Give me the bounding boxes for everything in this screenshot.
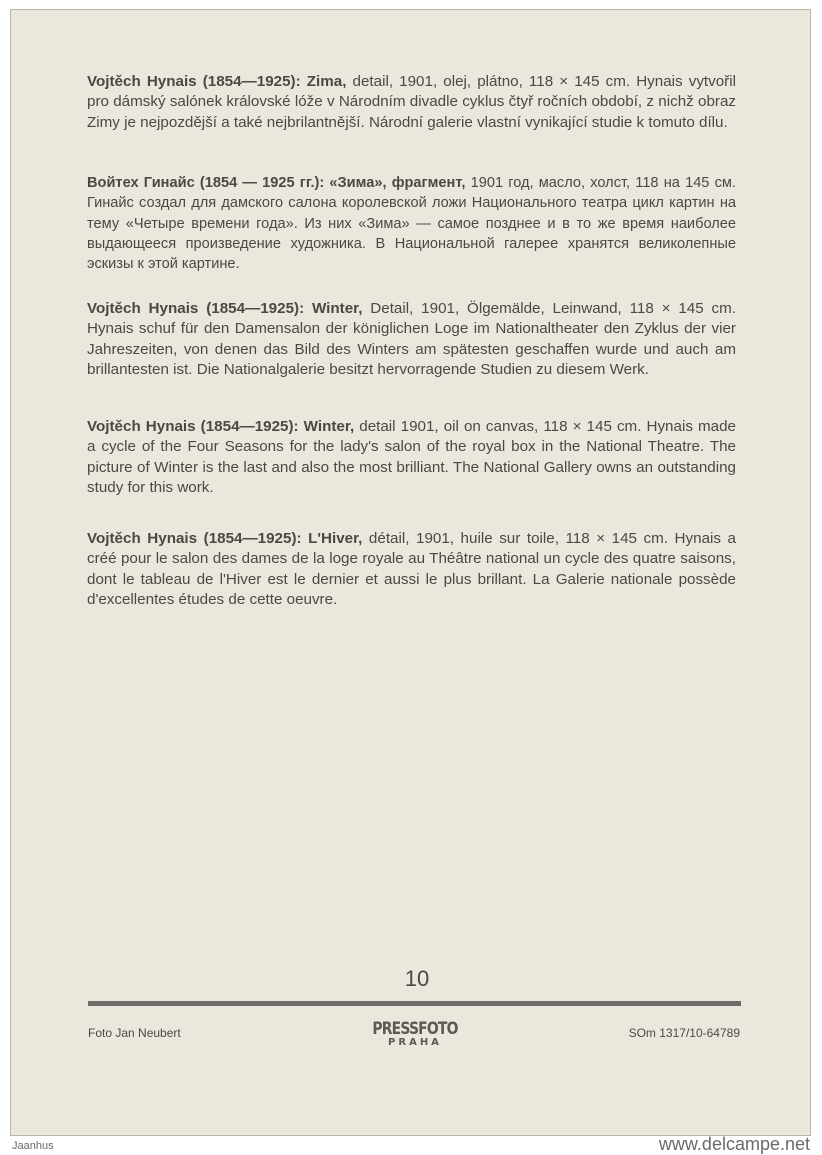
catalog-number: SOm 1317/10-64789 [628, 1026, 740, 1040]
footer-divider [88, 1001, 741, 1006]
description-czech [87, 72, 736, 133]
description-czech-body: detail, 1901, olej, plátno, 118 × 145 cm. Hynais vytvořil pro dámský salónek královské lóže v Národním divadle cyklus čtyř ročních období, z nichž obraz Zimy je nejpozdější a také nejbrilantnější. Národní galerie vlastní vynikající studie k tomuto dílu. [87, 73, 736, 131]
description-russian-body: 1901 год, масло, холст, 118 на 145 см. Гинайс создал для дамского салона королевской ложи Национального театра цикл картин на тему «Четыре времени года». Из них «Зима» — самое позднее и в то же время наиболее выдающееся произведение художника. В Национальной галерее хранятся великолепные эскизы к этой картине. [87, 175, 736, 273]
pressfoto-logo-text: PRESSFOTO [372, 1019, 458, 1039]
description-english-heading: Vojtěch Hynais (1854—1925): Winter, [87, 418, 355, 435]
description-russian [87, 173, 736, 274]
watermark-left: Jaanhus [12, 1140, 54, 1152]
pressfoto-logo [340, 1019, 490, 1048]
photo-credit: Foto Jan Neubert [88, 1026, 181, 1040]
description-english [87, 417, 736, 498]
description-french-body: détail, 1901, huile sur toile, 118 × 145 cm. Hynais a créé pour le salon des dames de la loge royale au Théâtre national un cycle des quatre saisons, dont le tableau de l'Hiver est le dernier et aussi le plus brillant. La Galerie nationale possède d'excellentes études de cette oeuvre. [87, 530, 736, 608]
description-french [87, 529, 736, 610]
description-german-body: Detail, 1901, Ölgemälde, Leinwand, 118 × 145 cm. Hynais schuf für den Damensalon der königlichen Loge im Nationaltheater den Zyklus der vier Jahreszeiten, von denen das Bild des Winters am spätesten geschaffen wurde und auch am brillantesten ist. Die Nationalgalerie besitzt hervorragende Studien zu diesem Werk. [87, 300, 736, 378]
description-french-heading: Vojtěch Hynais (1854—1925): L'Hiver, [87, 530, 363, 547]
description-german [87, 299, 736, 380]
description-german-heading: Vojtěch Hynais (1854—1925): Winter, [87, 300, 363, 317]
watermark-right: www.delcampe.net [658, 1134, 810, 1154]
pressfoto-logo-subtext: PRAHA [388, 1037, 442, 1048]
description-english-body: detail 1901, oil on canvas, 118 × 145 cm. Hynais made a cycle of the Four Seasons for the lady's salon of the royal box in the National Theatre. The picture of Winter is the last and also the most brilliant. The National Gallery owns an outstanding study for this work. [87, 418, 736, 496]
description-russian-heading: Войтех Гинайс (1854 — 1925 гг.): «Зима», фрагмент, [87, 175, 466, 191]
page-number: 10 [404, 966, 430, 991]
description-czech-heading: Vojtěch Hynais (1854—1925): Zima, [87, 73, 347, 90]
